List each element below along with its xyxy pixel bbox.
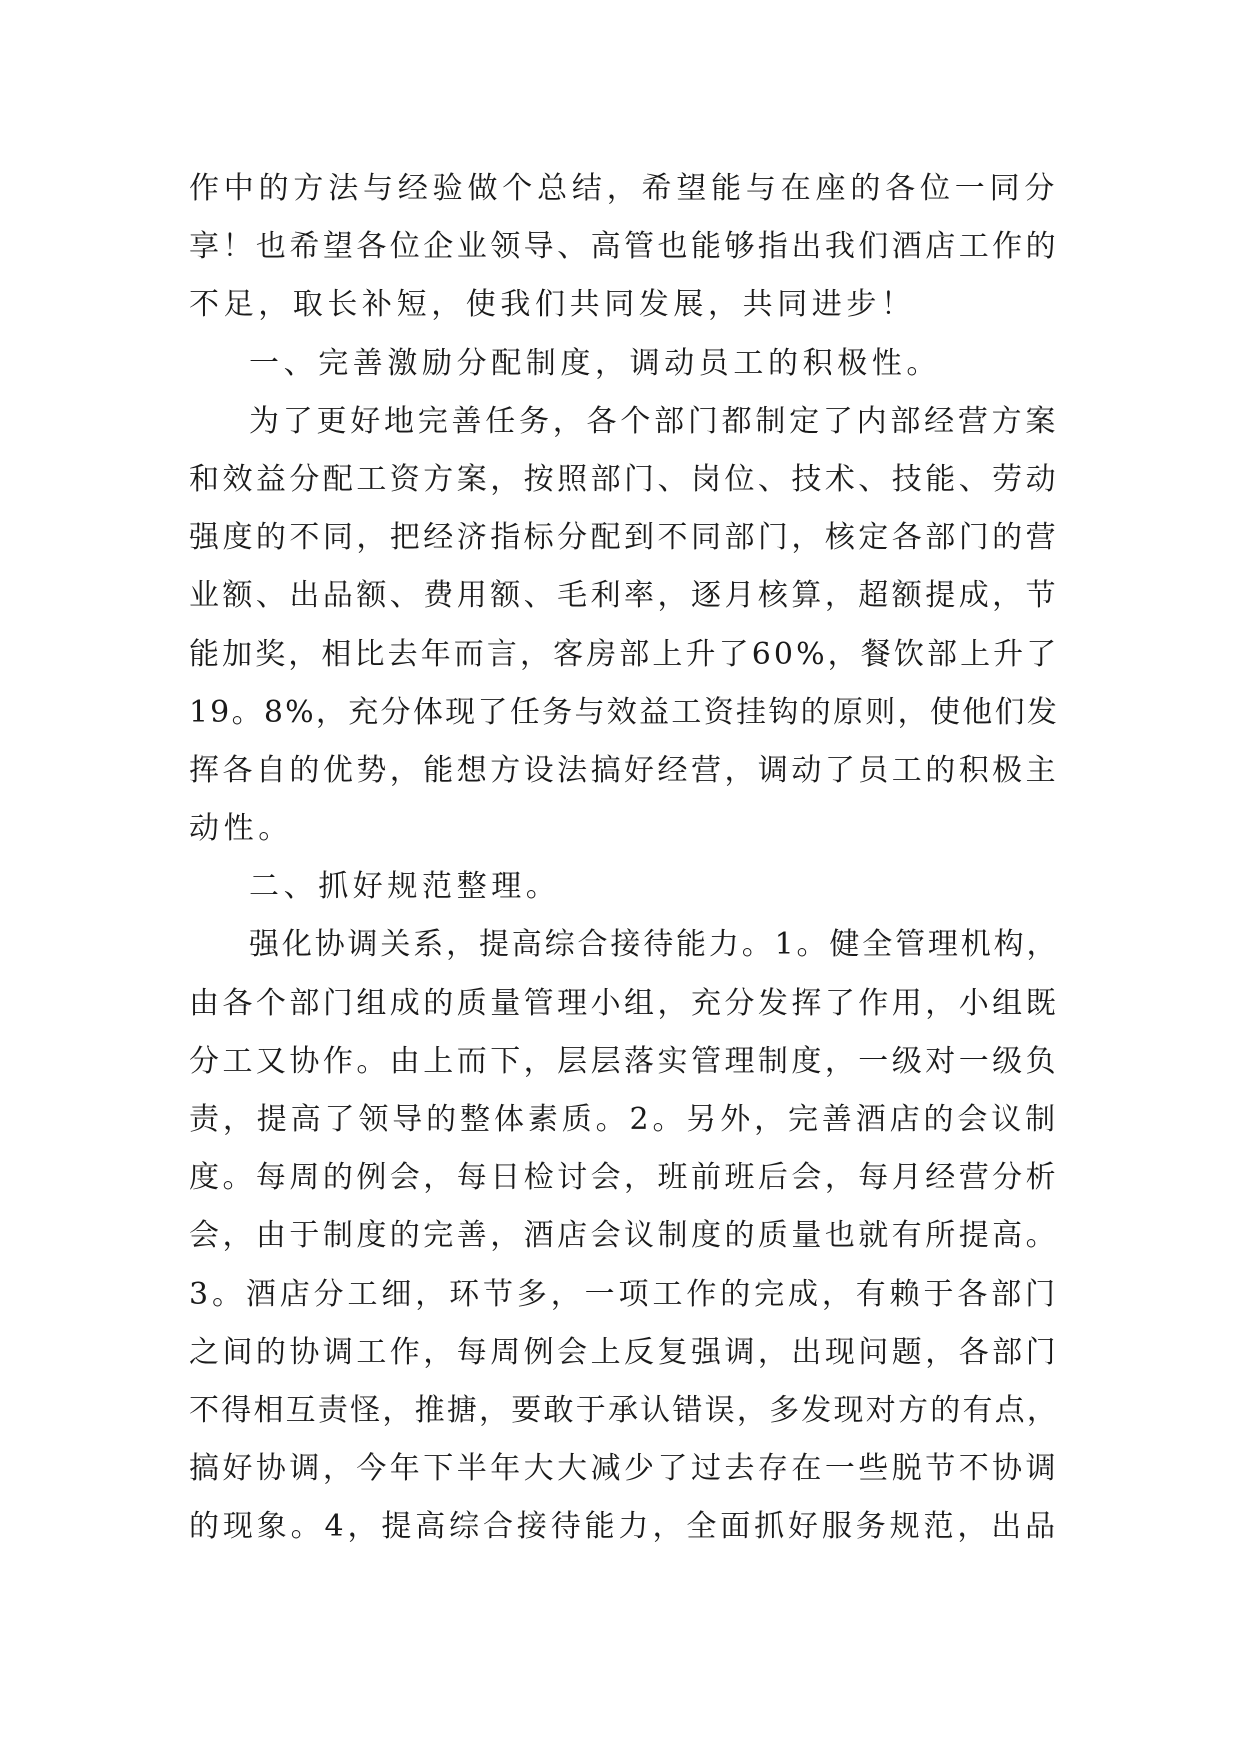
- text-line: 搞好协调，今年下半年大大减少了过去存在一些脱节不协调: [189, 1451, 1059, 1487]
- text-line: 强度的不同，把经济指标分配到不同部门，核定各部门的营: [189, 520, 1059, 556]
- text-line: 业额、出品额、费用额、毛利率，逐月核算，超额提成，节: [189, 578, 1059, 614]
- text-line: 由各个部门组成的质量管理小组，充分发挥了作用，小组既: [189, 985, 1059, 1021]
- document-body: [189, 160, 1059, 1557]
- text-line: 不足，取长补短，使我们共同发展，共同进步！: [189, 287, 916, 323]
- text-line: 享！也希望各位企业领导、高管也能够指出我们酒店工作的: [189, 229, 1059, 265]
- text-line: 不得相互责怪，推搪，要敢于承认错误，多发现对方的有点，: [189, 1392, 1059, 1428]
- text-line: 为了更好地完善任务，各个部门都制定了内部经营方案: [249, 403, 1059, 439]
- text-line: 3。酒店分工细，环节多，一项工作的完成，有赖于各部门: [189, 1276, 1059, 1312]
- text-line: 动性。: [189, 811, 293, 847]
- text-line: 19。8%，充分体现了任务与效益工资挂钩的原则，使他们发: [189, 694, 1059, 730]
- section-heading: 二、抓好规范整理。: [249, 869, 561, 905]
- text-line: 分工又协作。由上而下，层层落实管理制度，一级对一级负: [189, 1043, 1059, 1079]
- text-line: 能加奖，相比去年而言，客房部上升了60%，餐饮部上升了: [189, 636, 1060, 672]
- text-line: 强化协调关系，提高综合接待能力。1。健全管理机构，: [249, 927, 1060, 963]
- text-line: 会，由于制度的完善，酒店会议制度的质量也就有所提高。: [189, 1218, 1059, 1254]
- text-line: 作中的方法与经验做个总结，希望能与在座的各位一同分: [189, 171, 1059, 206]
- text-line: 度。每周的例会，每日检讨会，班前班后会，每月经营分析: [189, 1160, 1059, 1196]
- text-line: 和效益分配工资方案，按照部门、岗位、技术、技能、劳动: [189, 461, 1059, 497]
- text-line: 挥各自的优势，能想方设法搞好经营，调动了员工的积极主: [189, 752, 1059, 788]
- text-line: 之间的协调工作，每周例会上反复强调，出现问题，各部门: [189, 1334, 1059, 1370]
- section-heading: 一、完善激励分配制度，调动员工的积极性。: [249, 345, 941, 381]
- text-line: 的现象。4，提高综合接待能力，全面抓好服务规范，出品: [189, 1509, 1059, 1545]
- text-line: 责，提高了领导的整体素质。2。另外，完善酒店的会议制: [189, 1102, 1059, 1137]
